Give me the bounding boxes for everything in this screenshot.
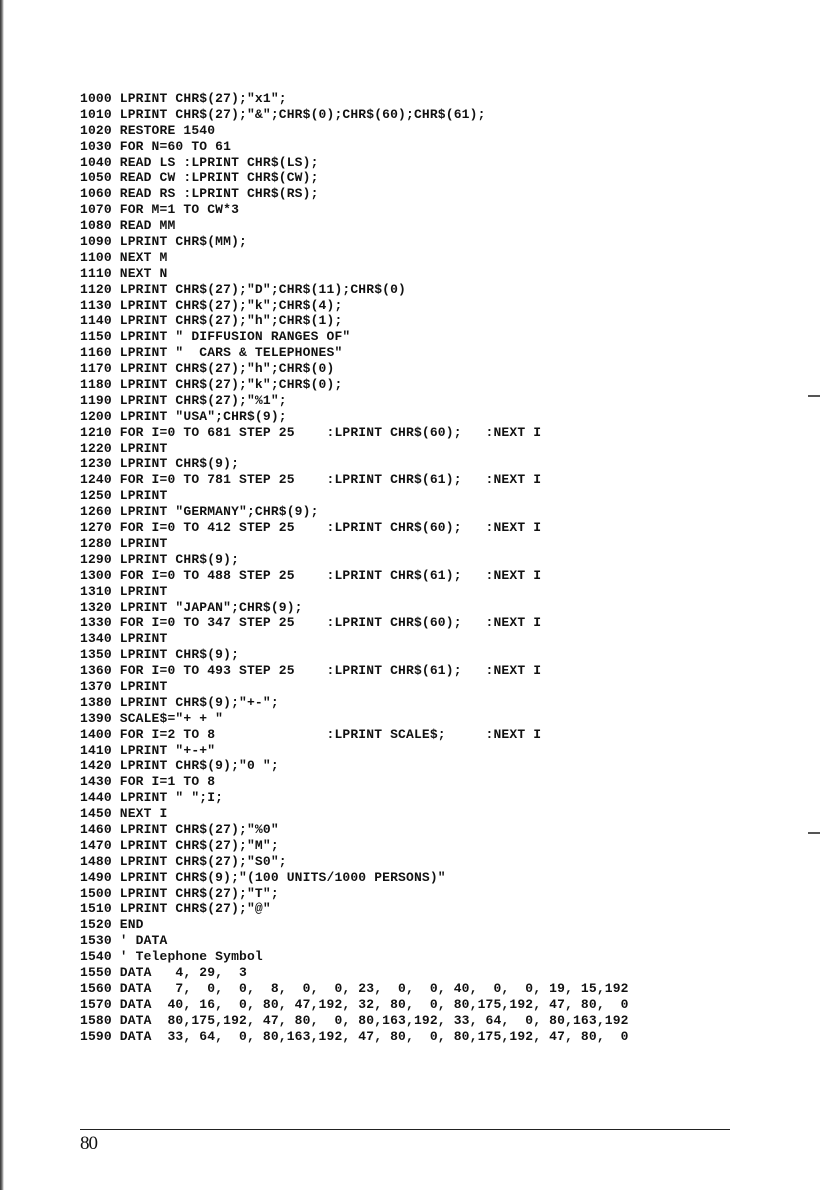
code-line: 1190 LPRINT CHR$(27);"%1";	[80, 392, 287, 408]
code-line: 1180 LPRINT CHR$(27);"k";CHR$(0);	[80, 377, 343, 393]
code-line: 1390 SCALE$="+ + "	[80, 710, 224, 726]
code-line: 1080 READ MM	[80, 218, 176, 234]
page-number: 80	[80, 1133, 97, 1154]
code-line: 1220 LPRINT	[80, 440, 168, 456]
code-line: 1500 LPRINT CHR$(27);"T";	[80, 885, 279, 901]
code-line: 1420 LPRINT CHR$(9);"0 ";	[80, 758, 279, 774]
code-line: 1150 LPRINT " DIFFUSION RANGES OF"	[80, 329, 351, 345]
code-line: 1110 NEXT N	[80, 265, 168, 281]
code-line: 1460 LPRINT CHR$(27);"%0"	[80, 821, 279, 837]
code-line: 1370 LPRINT	[80, 678, 168, 694]
code-line: 1130 LPRINT CHR$(27);"k";CHR$(4);	[80, 297, 343, 313]
margin-mark	[808, 395, 820, 397]
code-line: 1470 LPRINT CHR$(27);"M";	[80, 837, 279, 853]
code-line: 1560 DATA 7, 0, 0, 8, 0, 0, 23, 0, 0, 40, 0, 0, 19, 15,192	[80, 980, 629, 996]
code-line: 1160 LPRINT " CARS & TELEPHONES"	[80, 345, 343, 361]
code-line: 1300 FOR I=0 TO 488 STEP 25 :LPRINT CHR$(61); :NEXT I	[80, 567, 542, 583]
code-line: 1400 FOR I=2 TO 8 :LPRINT SCALE$; :NEXT I	[80, 726, 542, 742]
footer-rule	[80, 1129, 730, 1130]
code-line: 1290 LPRINT CHR$(9);	[80, 551, 240, 567]
code-line: 1050 READ CW :LPRINT CHR$(CW);	[80, 170, 319, 186]
code-line: 1580 DATA 80,175,192, 47, 80, 0, 80,163,192, 33, 64, 0, 80,163,192	[80, 1012, 629, 1028]
code-line: 1090 LPRINT CHR$(MM);	[80, 234, 247, 250]
code-line: 1380 LPRINT CHR$(9);"+-";	[80, 694, 279, 710]
code-line: 1410 LPRINT "+-+"	[80, 742, 216, 758]
code-line: 1030 FOR N=60 TO 61	[80, 138, 232, 154]
code-line: 1040 READ LS :LPRINT CHR$(LS);	[80, 154, 319, 170]
code-line: 1240 FOR I=0 TO 781 STEP 25 :LPRINT CHR$(61); :NEXT I	[80, 472, 542, 488]
code-line: 1350 LPRINT CHR$(9);	[80, 647, 240, 663]
code-line: 1540 ' Telephone Symbol	[80, 949, 263, 965]
code-line: 1100 NEXT M	[80, 249, 168, 265]
code-line: 1330 FOR I=0 TO 347 STEP 25 :LPRINT CHR$(60); :NEXT I	[80, 615, 542, 631]
code-line: 1120 LPRINT CHR$(27);"D";CHR$(11);CHR$(0)	[80, 281, 407, 297]
code-line: 1450 NEXT I	[80, 806, 168, 822]
code-line: 1020 RESTORE 1540	[80, 122, 216, 138]
code-line: 1430 FOR I=1 TO 8	[80, 774, 216, 790]
code-line: 1170 LPRINT CHR$(27);"h";CHR$(0)	[80, 361, 335, 377]
margin-mark	[808, 832, 820, 834]
code-line: 1440 LPRINT " ";I;	[80, 790, 224, 806]
code-line: 1360 FOR I=0 TO 493 STEP 25 :LPRINT CHR$(61); :NEXT I	[80, 663, 542, 679]
code-line: 1210 FOR I=0 TO 681 STEP 25 :LPRINT CHR$(60); :NEXT I	[80, 424, 542, 440]
code-line: 1340 LPRINT	[80, 631, 168, 647]
code-line: 1520 END	[80, 917, 144, 933]
code-line: 1270 FOR I=0 TO 412 STEP 25 :LPRINT CHR$(60); :NEXT I	[80, 520, 542, 536]
code-line: 1320 LPRINT "JAPAN";CHR$(9);	[80, 599, 303, 615]
code-line: 1570 DATA 40, 16, 0, 80, 47,192, 32, 80, 0, 80,175,192, 47, 80, 0	[80, 996, 629, 1012]
code-line: 1200 LPRINT "USA";CHR$(9);	[80, 408, 287, 424]
code-line: 1480 LPRINT CHR$(27);"S0";	[80, 853, 287, 869]
code-line: 1060 READ RS :LPRINT CHR$(RS);	[80, 186, 319, 202]
code-line: 1250 LPRINT	[80, 488, 168, 504]
code-line: 1260 LPRINT "GERMANY";CHR$(9);	[80, 504, 319, 520]
code-line: 1530 ' DATA	[80, 933, 168, 949]
code-line: 1550 DATA 4, 29, 3	[80, 964, 247, 980]
code-line: 1010 LPRINT CHR$(27);"&";CHR$(0);CHR$(60);CHR$(61);	[80, 106, 486, 122]
code-line: 1490 LPRINT CHR$(9);"(100 UNITS/1000 PERSONS)"	[80, 869, 446, 885]
code-line: 1070 FOR M=1 TO CW*3	[80, 202, 240, 218]
code-line: 1280 LPRINT	[80, 535, 168, 551]
code-line: 1140 LPRINT CHR$(27);"h";CHR$(1);	[80, 313, 343, 329]
code-line: 1510 LPRINT CHR$(27);"@"	[80, 901, 271, 917]
code-line: 1230 LPRINT CHR$(9);	[80, 456, 240, 472]
code-line: 1000 LPRINT CHR$(27);"x1";	[80, 91, 287, 106]
basic-program-listing	[80, 91, 629, 1044]
code-line: 1590 DATA 33, 64, 0, 80,163,192, 47, 80, 0, 80,175,192, 47, 80, 0	[80, 1028, 629, 1044]
scan-edge	[0, 0, 4, 1190]
code-line: 1310 LPRINT	[80, 583, 168, 599]
